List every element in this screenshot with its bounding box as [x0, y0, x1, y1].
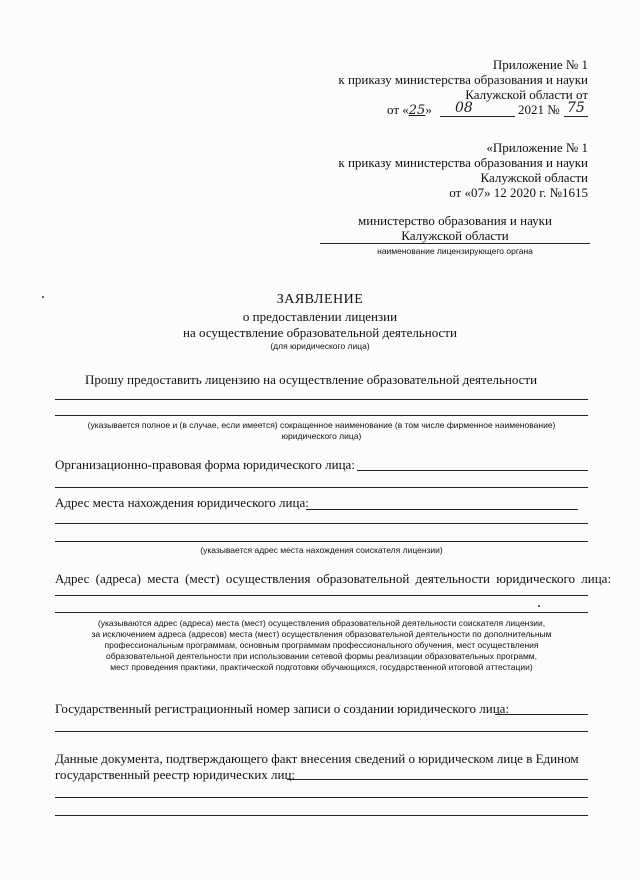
org-form-field[interactable] — [357, 470, 588, 471]
document-title: ЗАЯВЛЕНИЕ — [276, 292, 364, 307]
scan-speck — [538, 605, 540, 607]
activity-address-label: Адрес (адреса) места (мест) осуществления образовательной деятельности юридического лица: — [55, 571, 612, 586]
activity-hint-4: образовательной деятельности при использовании сетевой формы реализации образовательных программ, — [105, 651, 538, 661]
appendix-1-line2: к приказу министерства образования и науки — [338, 72, 588, 87]
org-form-label: Организационно-правовая форма юридического лица: — [55, 457, 355, 472]
title-line3: на осуществление образовательной деятельности — [183, 325, 457, 340]
name-hint-1: (указывается полное и (в случае, если имеется) сокращенное наименование (в том числе фирменное наименование) — [87, 420, 556, 430]
appendix-1-date-line — [387, 103, 432, 117]
appendix-2-line3: Калужской области — [480, 170, 588, 185]
date-year: 2021 № — [518, 102, 560, 117]
egrul-label-line2: государственный реестр юридических лиц: — [55, 767, 296, 782]
reg-number-label: Государственный регистрационный номер записи о создании юридического лица: — [55, 701, 510, 716]
authority-caption: наименование лицензирующего органа — [377, 246, 533, 256]
title-line2: о предоставлении лицензии — [242, 309, 398, 324]
date-number-handwritten: 75 — [567, 100, 585, 116]
name-field-line-2[interactable] — [55, 415, 588, 416]
activity-hint-2: за исключением адреса (адресов) места (мест) осуществления образовательной деятельности по дополнительным — [91, 629, 552, 639]
activity-hint-1: (указываются адрес (адреса) места (мест) осуществления образовательной деятельности соискателя лицензии, — [97, 618, 546, 628]
appendix-2-line2: к приказу министерства образования и науки — [338, 155, 588, 170]
address-field[interactable] — [306, 509, 578, 510]
authority-line1: министерство образования и науки — [358, 213, 552, 228]
address-hint: (указывается адрес места нахождения соискателя лицензии) — [200, 545, 443, 555]
reg-number-field[interactable] — [495, 714, 588, 715]
egrul-field-line-2[interactable] — [55, 797, 588, 798]
reg-number-field-line-2[interactable] — [55, 731, 588, 732]
date-month-underline — [440, 116, 515, 117]
egrul-field[interactable] — [287, 779, 588, 780]
activity-hint-5: мест проведения практики, практической подготовки обучающихся, государственной итоговой аттестации) — [110, 662, 533, 672]
date-number-underline — [564, 116, 588, 117]
address-field-line-3[interactable] — [55, 541, 588, 542]
address-field-line-2[interactable] — [55, 523, 588, 524]
activity-hint-3: профессиональным программам, основным программам профессионального обучения, мест осуществления — [104, 640, 539, 650]
appendix-1-line1: Приложение № 1 — [492, 57, 588, 72]
activity-address-field-line-1[interactable] — [55, 595, 588, 596]
date-mid: » — [425, 102, 432, 117]
appendix-2-date-line: от «07» 12 2020 г. №1615 — [449, 185, 588, 200]
address-label: Адрес места нахождения юридического лица: — [55, 495, 309, 510]
date-month-handwritten: 08 — [455, 100, 473, 116]
activity-address-field-line-2[interactable] — [55, 612, 588, 613]
egrul-field-line-3[interactable] — [55, 815, 588, 816]
appendix-2-line1: «Приложение № 1 — [486, 140, 588, 155]
request-text: Прошу предоставить лицензию на осуществление образовательной деятельности — [85, 372, 538, 387]
egrul-label-line1: Данные документа, подтверждающего факт внесения сведений о юридическом лице в Едином — [55, 751, 579, 766]
name-hint-2: юридического лица) — [281, 431, 362, 441]
appendix-1-line3: Калужской области от — [465, 87, 588, 102]
date-prefix: от « — [387, 102, 409, 117]
title-note: (для юридического лица) — [270, 341, 370, 351]
authority-line2: Калужской области — [401, 228, 509, 243]
org-form-field-line-2[interactable] — [55, 487, 588, 488]
authority-underline — [320, 243, 590, 244]
name-field-line-1[interactable] — [55, 399, 588, 400]
date-day-handwritten: 25 — [408, 103, 426, 118]
